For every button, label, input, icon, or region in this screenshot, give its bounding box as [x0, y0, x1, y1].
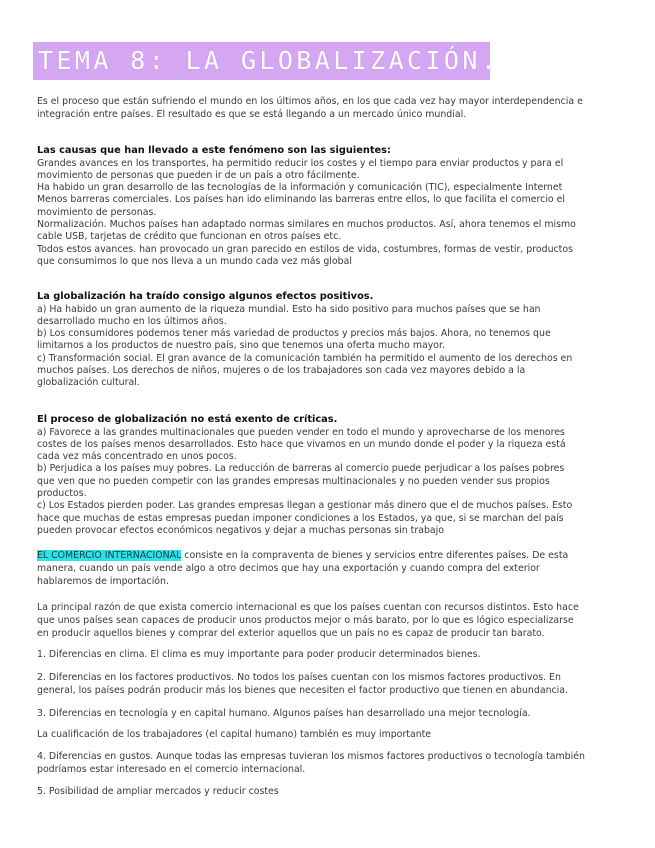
list-item-text: 5. Posibilidad de ampliar mercados y reducir costes — [37, 786, 279, 797]
causes-line: Normalización. Muchos países han adaptado normas similares en muchos productos. Así, ahora tenemos el mismo — [37, 218, 576, 230]
causes-line: Menos barreras comerciales. Los países han ido eliminando las barreras entre ellos, lo que facilita el comercio el — [37, 194, 566, 206]
causes-line: Todos estos avances. han provocado un gran parecido en estilos de vida, costumbres, formas de vestir, productos — [37, 243, 573, 255]
list-item-text: 3. Diferencias en tecnología y en capital humano. Algunos países han desarrollado una mejor tecnología. — [37, 708, 531, 719]
highlighted-term: EL COMERCIO INTERNACIONAL — [37, 550, 182, 561]
commerce-first-line-rest: consiste en la compraventa de bienes y servicios entre diferentes países. De esta — [181, 550, 569, 561]
intro-line: integración entre países. El resultado es que se está llegando a un mercado único mundial. — [37, 109, 467, 120]
criticism-line: productos. — [37, 487, 87, 499]
list-item — [37, 785, 612, 798]
positive-line: b) Los consumidores podemos tener más variedad de productos y precios más bajos. Ahora, no tenemos que — [37, 328, 551, 340]
intro-paragraph — [37, 95, 612, 121]
positive-line: desarrollado mucho en los últimos años. — [37, 315, 227, 327]
list-item-text: La cualificación de los trabajadores (el capital humano) también es muy importante — [37, 729, 432, 740]
causes-heading: Las causas que han llevado a este fenómeno son las siguientes: — [37, 145, 391, 156]
reason-line: en producir aquellos bienes y comprar del exterior aquellos que un país no es capaz de producir tan barato. — [37, 628, 545, 639]
criticism-line: pueden provocar efectos económicos negativos y dejar a muchas personas sin trabajo — [37, 524, 444, 536]
criticism-section — [37, 414, 612, 537]
page-title: TEMA 8: LA GLOBALIZACIÓN. — [38, 46, 500, 75]
list-item-text: 4. Diferencias en gustos. Aunque todas las empresas tuvieran los mismos factores productivos o tecnología también — [37, 751, 585, 762]
causes-line: que consumimos lo que nos lleva a un mundo cada vez más global — [37, 255, 352, 267]
causes-section — [37, 145, 612, 268]
commerce-first-line — [37, 549, 612, 562]
positive-line: muchos países. Los derechos de niños, mujeres o de los trabajadores son cada vez mayores debido a la — [37, 364, 526, 376]
reason-line: que unos países sean capaces de producir unos productos mejor o más barato, por lo que es lógico especializarse — [37, 615, 574, 626]
causes-line: movimiento de personas que pueden ir de un país a otro fácilmente. — [37, 169, 360, 181]
commerce-line: manera, cuando un país vende algo a otro decimos que hay una exportación y cuando compra del exterior — [37, 563, 540, 574]
intro-line: Es el proceso que están sufriendo el mundo en los últimos años, en los que cada vez hay mayor interdependencia e — [37, 96, 583, 107]
positive-heading: La globalización ha traído consigo algunos efectos positivos. — [37, 291, 374, 302]
criticism-heading: El proceso de globalización no está exento de críticas. — [37, 414, 338, 425]
criticism-line: b) Perjudica a los países muy pobres. La reducción de barreras al comercio puede perjudicar a los países pobres — [37, 463, 565, 475]
positive-effects-section — [37, 291, 612, 390]
positive-line: c) Transformación social. El gran avance de la comunicación también ha permitido el aumento de los derechos en — [37, 352, 573, 364]
list-item-text: 1. Diferencias en clima. El clima es muy importante para poder producir determinados bienes. — [37, 649, 481, 660]
list-item-text: podríamos estar interesado en el comercio internacional. — [37, 764, 306, 775]
positive-line: globalización cultural. — [37, 377, 140, 389]
commerce-paragraph — [37, 549, 612, 588]
list-item — [37, 728, 612, 741]
title-banner — [33, 42, 500, 80]
criticism-line: cada vez más concentrado en unos pocos. — [37, 451, 237, 463]
list-item — [37, 750, 612, 776]
list-item-text: general, los países podrán producir más los bienes que necesiten el factor productivo que tienen en abundancia. — [37, 685, 569, 696]
reason-paragraph — [37, 601, 612, 640]
causes-line: Ha habido un gran desarrollo de las tecnologías de la información y comunicación (TIC), especialmente Internet — [37, 182, 563, 194]
list-item — [37, 671, 612, 697]
causes-line: movimiento de personas. — [37, 206, 157, 218]
positive-line: limitarnos a los productos de nuestro país, sino que tenemos una oferta mucho mayor. — [37, 340, 445, 352]
commerce-line: hablaremos de importación. — [37, 576, 169, 587]
reason-line: La principal razón de que exista comercio internacional es que los países cuentan con recursos distintos. Esto hace — [37, 602, 579, 613]
criticism-line: c) Los Estados pierden poder. Las grandes empresas llegan a gestionar más dinero que el de muchos países. Esto — [37, 500, 573, 512]
criticism-line: hace que muchas de estas empresas puedan imponer condiciones a los Estados, ya que, si se marchan del país — [37, 512, 564, 524]
list-item — [37, 707, 612, 720]
causes-line: cable USB, tarjetas de crédito que funcionan en otros países etc. — [37, 231, 342, 243]
positive-line: a) Ha habido un gran aumento de la riqueza mundial. Esto ha sido positivo para muchos países que se han — [37, 303, 541, 315]
causes-line: Grandes avances en los transportes, ha permitido reducir los costes y el tiempo para enviar productos y para el — [37, 157, 564, 169]
list-item-text: 2. Diferencias en los factores productivos. No todos los países cuentan con los mismos factores productivos. En — [37, 672, 561, 683]
criticism-line: que ven que no pueden competir con las grandes empresas multinacionales y no pueden vender sus propios — [37, 475, 550, 487]
list-item — [37, 648, 612, 661]
criticism-line: a) Favorece a las grandes multinacionales que pueden vender en todo el mundo y aprovecharse de los menores — [37, 426, 565, 438]
criticism-line: costes de los países menos desarrollados. Esto hace que vivamos en un mundo donde el poder y la riqueza está — [37, 438, 566, 450]
